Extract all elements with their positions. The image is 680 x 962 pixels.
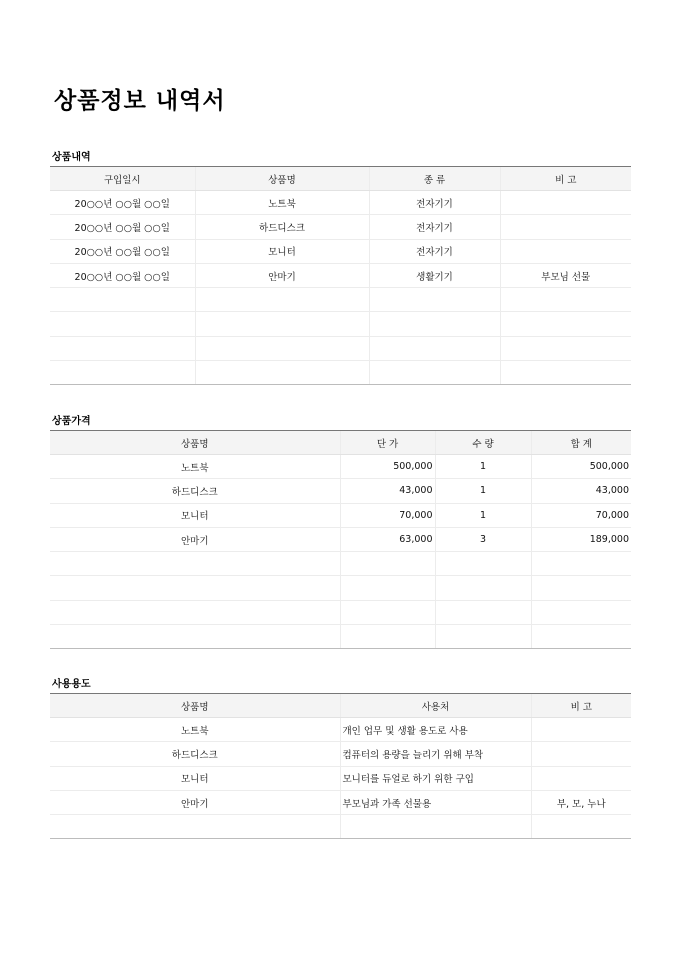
- history-table-cell: [500, 361, 631, 385]
- price-table-cell: 43,000: [340, 479, 435, 503]
- history-header-product: 상품명: [195, 167, 369, 191]
- price-header-product: 상품명: [50, 431, 340, 455]
- history-table-row: [50, 288, 631, 312]
- price-table-row: [50, 576, 631, 600]
- price-table-cell: 500,000: [340, 455, 435, 479]
- history-table-cell: [195, 361, 369, 385]
- history-table-row: [50, 239, 631, 263]
- history-table-row: [50, 361, 631, 385]
- price-table-cell: 모니터: [50, 503, 340, 527]
- usage-table-row: [50, 766, 631, 790]
- price-header-qty: 수 량: [435, 431, 531, 455]
- usage-header-note: 비 고: [531, 694, 631, 718]
- usage-table-cell: 모니터: [50, 766, 340, 790]
- usage-header-row: [50, 694, 631, 718]
- price-table-cell: 189,000: [531, 527, 631, 551]
- history-table-cell: [369, 336, 500, 360]
- price-table-row: [50, 552, 631, 576]
- usage-table-cell: 노트북: [50, 718, 340, 742]
- history-table-row: [50, 215, 631, 239]
- usage-table-cell: 안마기: [50, 790, 340, 814]
- price-table-cell: 1: [435, 503, 531, 527]
- usage-table: [50, 693, 631, 839]
- history-table-cell: 전자기기: [369, 215, 500, 239]
- history-table-row: [50, 263, 631, 287]
- usage-table-cell: 부모님과 가족 선물용: [340, 790, 531, 814]
- price-table-cell: [340, 625, 435, 649]
- history-header-note: 비 고: [500, 167, 631, 191]
- price-table-cell: [531, 552, 631, 576]
- price-table-cell: [340, 576, 435, 600]
- history-table-cell: [50, 312, 195, 336]
- price-table-cell: [435, 625, 531, 649]
- price-table-cell: [50, 576, 340, 600]
- price-table-cell: 하드디스크: [50, 479, 340, 503]
- price-table-cell: [50, 625, 340, 649]
- price-table-row: [50, 600, 631, 624]
- price-table-cell: 70,000: [531, 503, 631, 527]
- history-table-cell: 전자기기: [369, 239, 500, 263]
- history-table-cell: [369, 312, 500, 336]
- price-table-cell: [50, 600, 340, 624]
- price-table: [50, 430, 631, 649]
- price-table-cell: 500,000: [531, 455, 631, 479]
- history-table-cell: 20○○년 ○○월 ○○일: [50, 215, 195, 239]
- history-table-cell: [369, 361, 500, 385]
- history-table-cell: 20○○년 ○○월 ○○일: [50, 239, 195, 263]
- usage-table-cell: [531, 742, 631, 766]
- history-table-row: [50, 191, 631, 215]
- history-table-cell: 20○○년 ○○월 ○○일: [50, 191, 195, 215]
- history-table-cell: 안마기: [195, 263, 369, 287]
- history-table: [50, 166, 631, 385]
- history-table-cell: [195, 336, 369, 360]
- usage-table-row: [50, 790, 631, 814]
- usage-table-cell: 부, 모, 누나: [531, 790, 631, 814]
- price-table-cell: [531, 625, 631, 649]
- usage-table-cell: [531, 718, 631, 742]
- usage-header-product: 상품명: [50, 694, 340, 718]
- history-header-type: 종 류: [369, 167, 500, 191]
- price-table-cell: [50, 552, 340, 576]
- usage-table-cell: [340, 815, 531, 839]
- history-header-row: [50, 167, 631, 191]
- price-header-unit: 단 가: [340, 431, 435, 455]
- history-table-cell: [500, 215, 631, 239]
- section-title-price: 상품가격: [52, 416, 91, 427]
- price-table-cell: 43,000: [531, 479, 631, 503]
- price-table-cell: [531, 576, 631, 600]
- price-table-row: [50, 503, 631, 527]
- price-table-cell: 안마기: [50, 527, 340, 551]
- usage-table-cell: [531, 766, 631, 790]
- price-table-cell: [340, 600, 435, 624]
- usage-table-cell: 모니터를 듀얼로 하기 위한 구입: [340, 766, 531, 790]
- history-table-cell: [500, 239, 631, 263]
- usage-table-row: [50, 742, 631, 766]
- history-table-cell: 모니터: [195, 239, 369, 263]
- history-table-row: [50, 312, 631, 336]
- price-table-cell: 1: [435, 455, 531, 479]
- price-header-total: 합 계: [531, 431, 631, 455]
- price-table-row: [50, 479, 631, 503]
- history-table-cell: [195, 288, 369, 312]
- usage-table-row: [50, 815, 631, 839]
- usage-table-cell: 하드디스크: [50, 742, 340, 766]
- history-table-cell: [50, 288, 195, 312]
- price-table-row: [50, 527, 631, 551]
- price-header-row: [50, 431, 631, 455]
- history-table-cell: [195, 312, 369, 336]
- history-table-cell: 하드디스크: [195, 215, 369, 239]
- price-table-cell: [531, 600, 631, 624]
- usage-table-cell: [531, 815, 631, 839]
- price-table-row: [50, 455, 631, 479]
- price-table-row: [50, 625, 631, 649]
- usage-table-row: [50, 718, 631, 742]
- history-header-date: 구입일시: [50, 167, 195, 191]
- page-title: 상품정보 내역서: [54, 88, 226, 114]
- price-table-cell: [340, 552, 435, 576]
- history-table-cell: 부모님 선물: [500, 263, 631, 287]
- history-table-cell: [369, 288, 500, 312]
- history-table-cell: [500, 312, 631, 336]
- price-table-cell: 노트북: [50, 455, 340, 479]
- price-table-cell: 3: [435, 527, 531, 551]
- history-table-cell: 생활기기: [369, 263, 500, 287]
- history-table-cell: [500, 336, 631, 360]
- price-table-cell: 70,000: [340, 503, 435, 527]
- history-table-cell: 전자기기: [369, 191, 500, 215]
- price-table-cell: [435, 576, 531, 600]
- history-table-cell: 20○○년 ○○월 ○○일: [50, 263, 195, 287]
- history-table-cell: [50, 361, 195, 385]
- history-table-cell: [50, 336, 195, 360]
- history-table-row: [50, 336, 631, 360]
- history-table-cell: [500, 288, 631, 312]
- usage-table-cell: [50, 815, 340, 839]
- usage-table-cell: 컴퓨터의 용량을 늘리기 위해 부착: [340, 742, 531, 766]
- usage-table-cell: 개인 업무 및 생활 용도로 사용: [340, 718, 531, 742]
- section-title-usage: 사용용도: [52, 679, 91, 690]
- usage-header-place: 사용처: [340, 694, 531, 718]
- section-title-history: 상품내역: [52, 152, 91, 163]
- price-table-cell: [435, 552, 531, 576]
- history-table-cell: 노트북: [195, 191, 369, 215]
- history-table-cell: [500, 191, 631, 215]
- price-table-cell: 1: [435, 479, 531, 503]
- price-table-cell: [435, 600, 531, 624]
- price-table-cell: 63,000: [340, 527, 435, 551]
